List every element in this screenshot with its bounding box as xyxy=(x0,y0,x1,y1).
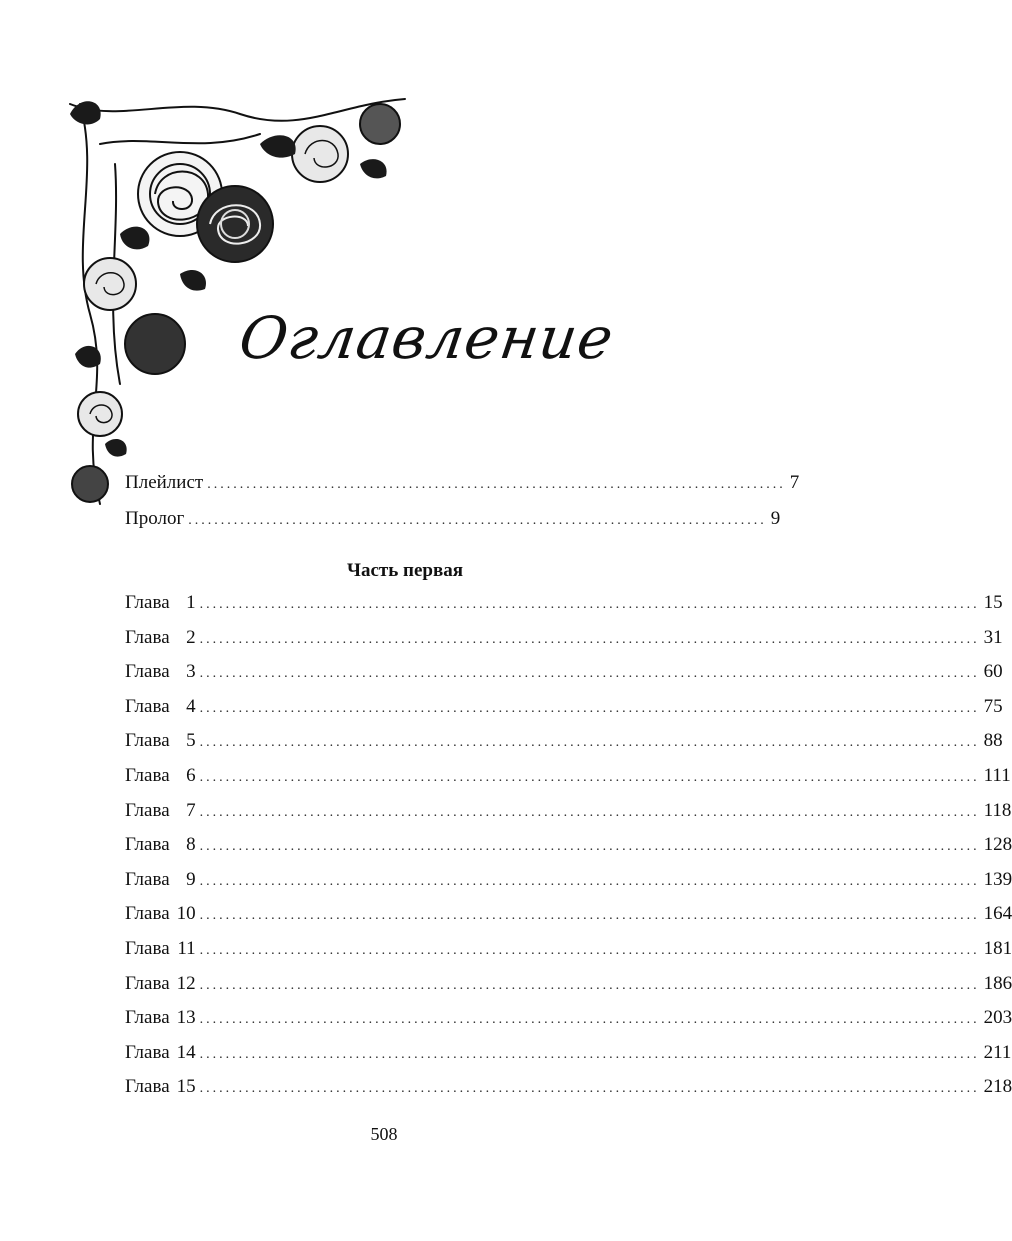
leader-dots: ........................................................................................................................ xyxy=(199,943,980,958)
toc-entry-chapter[interactable] xyxy=(125,796,1012,826)
chapter-word: Глава xyxy=(125,903,170,925)
leader-dots: ........................................................................................................................ xyxy=(199,770,980,785)
entry-page: 164 xyxy=(983,903,1012,925)
entry-page: 9 xyxy=(770,508,781,529)
toc-entry-chapter[interactable] xyxy=(125,761,1011,791)
toc-entry-chapter[interactable] xyxy=(125,934,1012,964)
chapter-word: Глава xyxy=(125,1041,170,1063)
chapter-number: 9 xyxy=(186,868,196,890)
entry-label xyxy=(125,1072,196,1102)
chapter-word: Глава xyxy=(125,695,170,717)
toc-entry-chapter[interactable] xyxy=(125,657,1003,687)
chapter-number: 1 xyxy=(186,592,196,613)
leader-dots: ........................................................................................................................ xyxy=(199,631,980,647)
chapter-number: 11 xyxy=(177,938,196,959)
toc-entry-playlist[interactable] xyxy=(125,468,800,498)
chapter-word: Глава xyxy=(125,765,170,786)
entry-page: 111 xyxy=(983,765,1011,786)
chapter-word: Глава xyxy=(125,938,170,959)
chapter-number: 12 xyxy=(176,972,196,994)
toc-entry-chapter[interactable] xyxy=(125,1072,1012,1102)
chapter-word: Глава xyxy=(125,868,170,890)
chapter-word: Глава xyxy=(125,592,170,613)
chapter-word: Глава xyxy=(125,1007,170,1029)
entry-label xyxy=(125,865,196,895)
entry-label xyxy=(125,623,196,653)
entry-page: 31 xyxy=(983,626,1003,648)
entry-page: 60 xyxy=(983,661,1003,683)
entry-label xyxy=(125,761,196,791)
entry-label xyxy=(125,657,196,687)
entry-label xyxy=(125,1038,196,1068)
chapter-number: 15 xyxy=(176,1076,196,1098)
leader-dots: ........................................................................................................................ xyxy=(199,1012,980,1028)
chapter-word: Глава xyxy=(125,1076,170,1098)
entry-page: 218 xyxy=(983,1076,1012,1098)
entry-label xyxy=(125,934,196,964)
toc-entry-chapter[interactable] xyxy=(125,588,1003,618)
chapter-word: Глава xyxy=(125,834,170,856)
entry-page: 203 xyxy=(983,1007,1012,1029)
leader-dots: ........................................................................................................................ xyxy=(199,666,980,682)
entry-label xyxy=(125,726,196,756)
chapter-word: Глава xyxy=(125,972,170,994)
entry-page: 211 xyxy=(983,1041,1012,1063)
leader-dots: ........................................................................................................................ xyxy=(199,839,980,855)
leader-dots: ........................................................................................................................ xyxy=(199,1081,980,1097)
entry-label: Пролог xyxy=(125,508,185,529)
leader-dots: ........................................................................................................................ xyxy=(199,908,980,924)
chapter-word: Глава xyxy=(125,799,170,821)
entry-label: Плейлист xyxy=(125,472,204,493)
chapter-number: 13 xyxy=(176,1007,196,1029)
entry-page: 139 xyxy=(983,868,1012,890)
toc-entry-chapter[interactable] xyxy=(125,726,1003,756)
toc-entry-chapter[interactable] xyxy=(125,692,1003,722)
toc-entry-chapter[interactable] xyxy=(125,899,1012,929)
entry-page: 181 xyxy=(983,938,1012,959)
entry-label xyxy=(125,1003,196,1033)
leader-dots: ........................................................................................................................ xyxy=(199,597,980,612)
chapter-number: 8 xyxy=(186,834,196,856)
entry-label xyxy=(125,899,196,929)
entry-label xyxy=(125,830,196,860)
toc-entry-chapter[interactable] xyxy=(125,969,1012,999)
chapter-word: Глава xyxy=(125,730,170,752)
toc-entry-chapter[interactable] xyxy=(125,865,1012,895)
chapter-number: 14 xyxy=(176,1041,196,1063)
entry-label xyxy=(125,796,196,826)
part-heading: Часть первая xyxy=(347,560,463,581)
chapter-number: 2 xyxy=(186,626,196,648)
toc-entry-chapter[interactable] xyxy=(125,1003,1012,1033)
leader-dots: ......................................................................................... xyxy=(207,477,786,492)
entry-page: 118 xyxy=(983,799,1012,821)
toc-entry-chapter[interactable] xyxy=(125,830,1012,860)
entry-label xyxy=(125,969,196,999)
chapter-number: 10 xyxy=(176,903,196,925)
toc-title: Оглавление xyxy=(235,304,619,372)
entry-page: 88 xyxy=(983,730,1003,752)
entry-page: 186 xyxy=(983,972,1012,994)
leader-dots: ........................................................................................................................ xyxy=(199,735,980,751)
chapter-number: 6 xyxy=(186,765,196,786)
toc-entry-chapter[interactable] xyxy=(125,1038,1012,1068)
leader-dots: ........................................................................................................................ xyxy=(199,977,980,993)
entry-page: 15 xyxy=(983,592,1003,613)
leader-dots: ........................................................................................................................ xyxy=(199,700,980,716)
leader-dots: ........................................................................................................................ xyxy=(199,804,980,820)
leader-dots: ......................................................................................... xyxy=(188,513,767,528)
chapter-number: 3 xyxy=(186,661,196,683)
entry-label xyxy=(125,588,196,618)
chapter-number: 7 xyxy=(186,799,196,821)
entry-page: 128 xyxy=(983,834,1012,856)
leader-dots: ........................................................................................................................ xyxy=(199,873,980,889)
entry-page: 75 xyxy=(983,695,1003,717)
page-number: 508 xyxy=(370,1124,398,1144)
chapter-word: Глава xyxy=(125,661,170,683)
toc-entry-prologue[interactable] xyxy=(125,504,781,534)
chapter-word: Глава xyxy=(125,626,170,648)
entry-page: 7 xyxy=(789,472,800,493)
chapter-number: 4 xyxy=(186,695,196,717)
toc-entry-chapter[interactable] xyxy=(125,623,1003,653)
entry-label xyxy=(125,692,196,722)
leader-dots: ........................................................................................................................ xyxy=(199,1046,980,1062)
chapter-number: 5 xyxy=(186,730,196,752)
